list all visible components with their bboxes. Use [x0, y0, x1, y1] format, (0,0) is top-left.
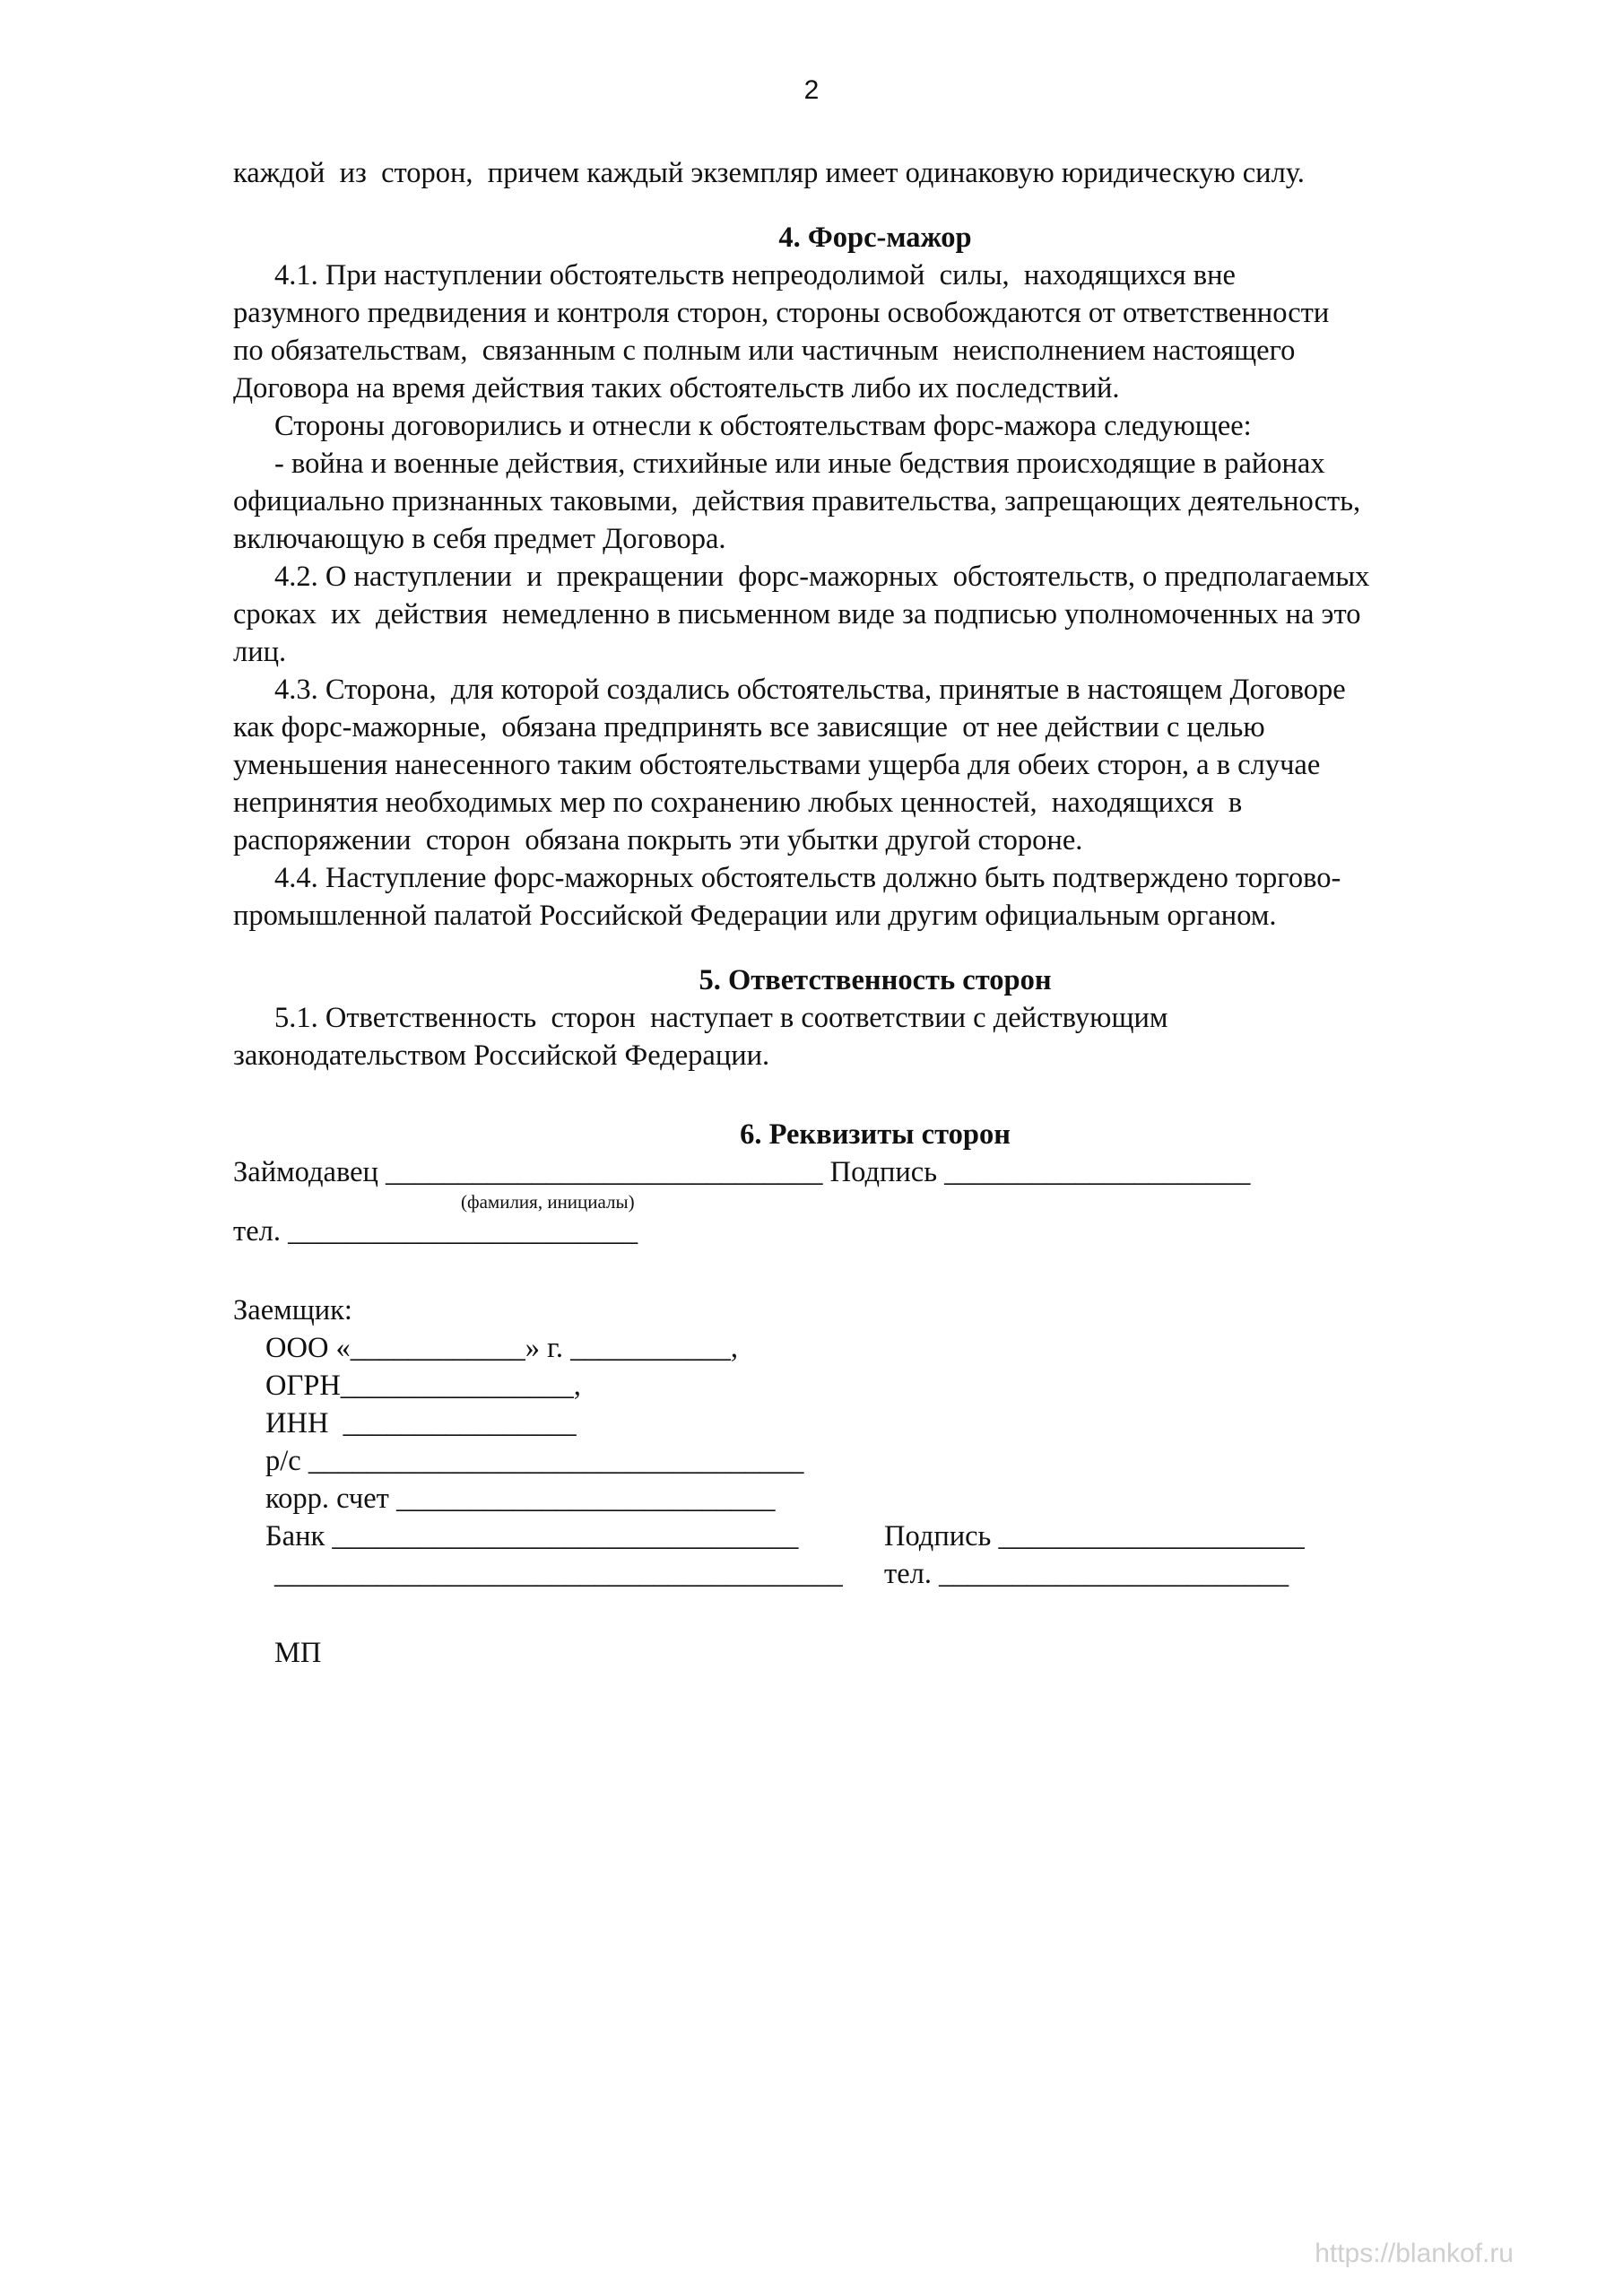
text-line: как форс-мажорные, обязана предпринять все зависящие от нее действии с целью: [233, 711, 1265, 744]
text-line: Договора на время действия таких обстоятельств либо их последствий.: [233, 372, 1120, 404]
text-line: - война и военные действия, стихийные или иные бедствия происходящие в районах: [274, 448, 1325, 480]
section-5-text: [233, 999, 1517, 1074]
section-5-heading: 5. Ответственность сторон: [699, 964, 1052, 996]
text-line: разумного предвидения и контроля сторон, стороны освобождаются от ответственности: [233, 297, 1330, 329]
section-4-text: [233, 257, 1517, 935]
inn-line: ИНН ________________: [265, 1407, 577, 1439]
rs-line: р/с __________________________________: [265, 1445, 804, 1477]
borrower-signature-field: Подпись _____________________: [884, 1520, 1305, 1552]
bank-field: Банк ________________________________: [265, 1520, 799, 1552]
text-line: сроках их действия немедленно в письменном виде за подписью уполномоченных на это: [233, 598, 1361, 631]
intro-line: каждой из сторон, причем каждый экземпляр имеет одинаковую юридическую силу.: [233, 157, 1305, 189]
lender-line: Займодавец ______________________________ Подпись _____________________: [233, 1156, 1251, 1188]
ogrn-line: ОГРН________________,: [265, 1370, 581, 1402]
bank-line: [233, 1518, 1517, 1555]
text-line: непринятия необходимых мер по сохранению любых ценностей, находящихся в: [233, 787, 1243, 819]
corr-account-line: корр. счет __________________________: [265, 1483, 776, 1515]
text-line: 4.2. О наступлении и прекращении форс-мажорных обстоятельств, о предполагаемых: [274, 561, 1370, 593]
section-4-heading: 4. Форс-мажор: [778, 222, 972, 254]
borrower-phone-field: тел. ________________________: [884, 1558, 1289, 1590]
text-line: официально признанных таковыми, действия правительства, запрещающих деятельность,: [233, 485, 1361, 517]
text-line: законодательством Российской Федерации.: [233, 1039, 770, 1072]
document-body: [233, 154, 1517, 1672]
text-line: Стороны договорились и отнесли к обстоятельствам форс-мажора следующее:: [274, 410, 1252, 442]
text-line: лиц.: [233, 636, 287, 668]
text-line: уменьшения нанесенного таким обстоятельствами ущерба для обеих сторон, а в случае: [233, 749, 1321, 781]
text-line: промышленной палатой Российской Федерации или другим официальным органом.: [233, 900, 1277, 932]
text-line: 5.1. Ответственность сторон наступает в соответствии с действующим: [274, 1002, 1168, 1034]
text-line: 4.1. При наступлении обстоятельств непреодолимой силы, находящихся вне: [274, 259, 1236, 291]
text-line: 4.3. Сторона, для которой создались обстоятельства, принятые в настоящем Договоре: [274, 674, 1346, 706]
lender-phone-line: тел. ________________________: [233, 1215, 638, 1248]
text-line: распоряжении сторон обязана покрыть эти убытки другой стороне.: [233, 824, 1083, 857]
section-6-heading: 6. Реквизиты сторон: [740, 1118, 1011, 1151]
text-line: 4.4. Наступление форс-мажорных обстоятельств должно быть подтверждено торгово-: [274, 862, 1341, 894]
bank-continuation-field: _______________________________________: [274, 1558, 843, 1590]
page-number: 2: [803, 75, 820, 105]
ooo-line: ООО «____________» г. ___________,: [265, 1332, 738, 1364]
text-line: по обязательствам, связанным с полным или частичным неисполнением настоящего: [233, 335, 1296, 367]
borrower-label: Заемщик:: [233, 1294, 352, 1326]
stamp-label: МП: [274, 1637, 322, 1669]
text-line: включающую в себя предмет Договора.: [233, 523, 726, 555]
name-caption: (фамилия, инициалы): [461, 1191, 635, 1213]
watermark-link: https://blankof.ru: [1315, 2239, 1514, 2268]
bank-line-2: [233, 1555, 1517, 1593]
requisites-block: [233, 1153, 1517, 1672]
